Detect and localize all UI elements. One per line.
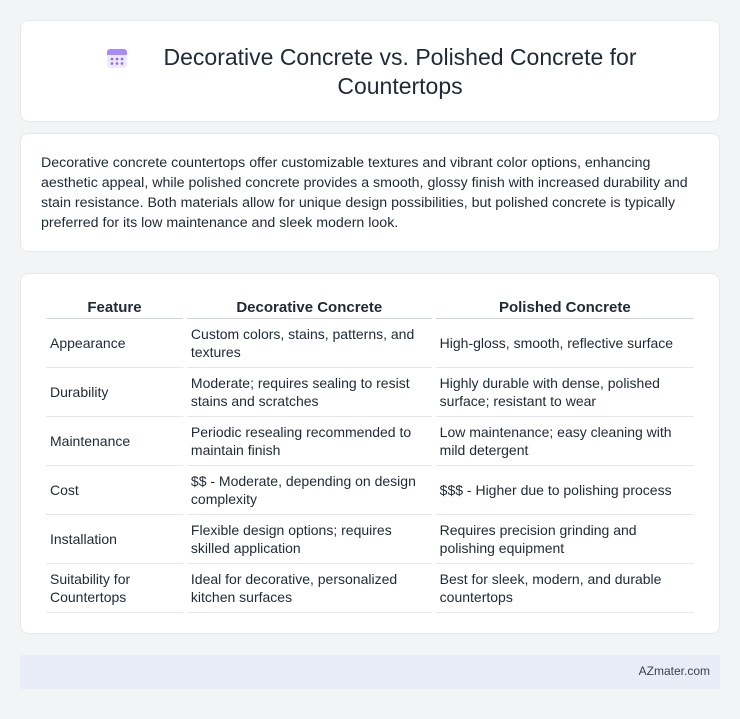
decorative-cell: $$ - Moderate, depending on design complexity bbox=[187, 466, 432, 515]
table-header-row bbox=[46, 295, 694, 319]
table-row bbox=[46, 417, 694, 466]
polished-cell: Highly durable with dense, polished surface; resistant to wear bbox=[436, 368, 694, 417]
polished-cell: Requires precision grinding and polishing equipment bbox=[436, 515, 694, 564]
table-row bbox=[46, 319, 694, 368]
page-title-text: Decorative Concrete vs. Polished Concrete for Countertops bbox=[163, 44, 637, 99]
comparison-table bbox=[42, 295, 698, 613]
summary-card bbox=[20, 133, 720, 252]
table-row bbox=[46, 466, 694, 515]
feature-cell: Installation bbox=[46, 515, 183, 564]
header-decorative: Decorative Concrete bbox=[187, 295, 432, 319]
decorative-cell: Periodic resealing recommended to maintain finish bbox=[187, 417, 432, 466]
feature-cell: Cost bbox=[46, 466, 183, 515]
footer-brand-link[interactable]: AZmater.com bbox=[638, 664, 710, 678]
page-title bbox=[21, 43, 719, 101]
feature-cell: Maintenance bbox=[46, 417, 183, 466]
decorative-cell: Custom colors, stains, patterns, and textures bbox=[187, 319, 432, 368]
polished-cell: High-gloss, smooth, reflective surface bbox=[436, 319, 694, 368]
table-row bbox=[46, 564, 694, 613]
feature-cell: Appearance bbox=[46, 319, 183, 368]
comparison-card bbox=[20, 273, 720, 634]
footer bbox=[20, 655, 720, 689]
polished-cell: $$$ - Higher due to polishing process bbox=[436, 466, 694, 515]
header-feature: Feature bbox=[46, 295, 183, 319]
feature-cell: Suitability for Countertops bbox=[46, 564, 183, 613]
feature-cell: Durability bbox=[46, 368, 183, 417]
table-row bbox=[46, 368, 694, 417]
title-card bbox=[20, 20, 720, 122]
decorative-cell: Ideal for decorative, personalized kitchen surfaces bbox=[187, 564, 432, 613]
decorative-cell: Flexible design options; requires skilled application bbox=[187, 515, 432, 564]
table-row bbox=[46, 515, 694, 564]
decorative-cell: Moderate; requires sealing to resist stains and scratches bbox=[187, 368, 432, 417]
header-polished: Polished Concrete bbox=[436, 295, 694, 319]
polished-cell: Low maintenance; easy cleaning with mild detergent bbox=[436, 417, 694, 466]
summary-paragraph: Decorative concrete countertops offer customizable textures and vibrant color options, enhancing aesthetic appeal, while polished concrete provides a smooth, glossy finish with increased durability and stain resistance. Both materials allow for unique design possibilities, but polished concrete is typically preferred for its low maintenance and sleek modern look. bbox=[41, 155, 688, 231]
polished-cell: Best for sleek, modern, and durable countertops bbox=[436, 564, 694, 613]
